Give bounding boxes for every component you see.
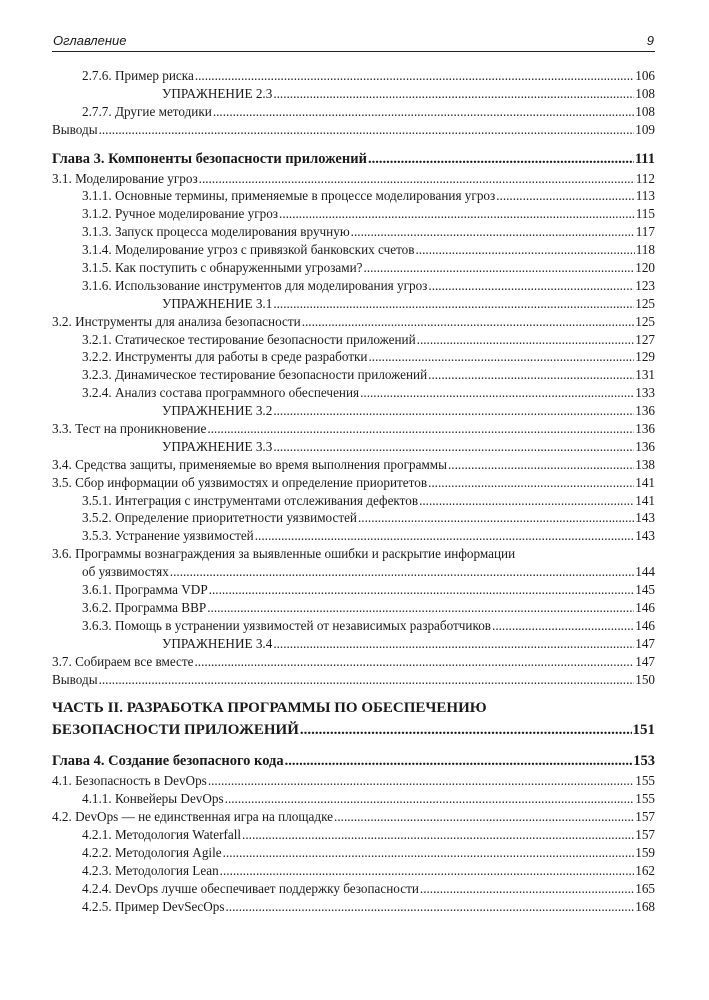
toc-leader bbox=[195, 67, 634, 85]
toc-leader bbox=[273, 402, 634, 420]
running-header bbox=[52, 33, 655, 52]
toc-label: 3.1.5. Как поступить с обнаруженными угрозами? bbox=[82, 260, 363, 276]
toc-label: 4.1. Безопасность в DevOps bbox=[52, 773, 207, 789]
toc-entry bbox=[52, 474, 655, 492]
toc-entry bbox=[52, 187, 655, 205]
toc-page: 120 bbox=[635, 260, 655, 276]
toc-chapter-entry bbox=[52, 148, 655, 170]
toc-page: 113 bbox=[635, 188, 655, 204]
toc-leader bbox=[419, 492, 634, 510]
toc-entry bbox=[52, 492, 655, 510]
toc-page: 129 bbox=[635, 349, 655, 365]
toc-entry bbox=[52, 581, 655, 599]
toc-leader bbox=[364, 259, 635, 277]
toc-label: 3.2.4. Анализ состава программного обеспечения bbox=[82, 385, 360, 401]
toc-page: 146 bbox=[635, 617, 655, 633]
toc-leader bbox=[208, 772, 634, 790]
toc-leader bbox=[496, 187, 634, 205]
toc-entry bbox=[52, 509, 655, 527]
toc-page: 115 bbox=[635, 206, 655, 222]
toc-label: 3.2.2. Инструменты для работы в среде разработки bbox=[82, 349, 368, 365]
toc-leader bbox=[358, 509, 634, 527]
toc-label: 4.2.5. Пример DevSecOps bbox=[82, 898, 225, 914]
toc-entry bbox=[52, 599, 655, 617]
toc-entry bbox=[52, 348, 655, 366]
toc-label: 3.6.2. Программа BBP bbox=[82, 599, 207, 615]
toc-leader bbox=[209, 581, 635, 599]
toc-label: 3.2.1. Статическое тестирование безопасности приложений bbox=[82, 331, 416, 347]
toc-label: 3.2.3. Динамическое тестирование безопасности приложений bbox=[82, 367, 428, 383]
toc-entry bbox=[52, 85, 655, 103]
toc-label: 4.2.4. DevOps лучше обеспечивает поддержку безопасности bbox=[82, 880, 419, 896]
toc-leader bbox=[273, 635, 634, 653]
toc-page: 136 bbox=[635, 438, 655, 454]
toc-page: 147 bbox=[635, 635, 655, 651]
toc-label: 3.5.1. Интеграция с инструментами отслеживания дефектов bbox=[82, 492, 419, 508]
toc-label: 2.7.7. Другие методики bbox=[82, 103, 212, 119]
toc-entry bbox=[52, 402, 655, 420]
toc-entry bbox=[52, 880, 655, 898]
toc-leader bbox=[360, 384, 634, 402]
toc-leader bbox=[448, 456, 634, 474]
toc-page: 165 bbox=[635, 880, 655, 896]
toc-leader bbox=[223, 844, 635, 862]
toc-label: 3.6.3. Помощь в устранении уязвимостей от независимых разработчиков bbox=[82, 617, 492, 633]
toc-leader bbox=[428, 474, 634, 492]
toc-entry bbox=[52, 277, 655, 295]
toc-entry bbox=[52, 170, 655, 188]
toc-page: 159 bbox=[635, 844, 655, 860]
toc-leader bbox=[300, 719, 632, 741]
toc-leader bbox=[273, 438, 634, 456]
toc-part-entry bbox=[52, 719, 655, 741]
toc-leader bbox=[242, 826, 634, 844]
toc-leader bbox=[351, 223, 635, 241]
toc-page: 151 bbox=[632, 722, 655, 739]
toc-entry bbox=[52, 653, 655, 671]
toc-page: 133 bbox=[635, 385, 655, 401]
toc-entry bbox=[52, 844, 655, 862]
toc-leader bbox=[99, 121, 635, 139]
header-title: Оглавление bbox=[53, 33, 127, 48]
toc-label: ЧАСТЬ II. РАЗРАБОТКА ПРОГРАММЫ ПО ОБЕСПЕЧЕНИЮ bbox=[52, 700, 487, 717]
toc-page: 144 bbox=[635, 564, 655, 580]
toc-entry bbox=[52, 331, 655, 349]
toc-label: Глава 4. Создание безопасного кода bbox=[52, 753, 284, 770]
toc-entry bbox=[52, 438, 655, 456]
toc-label: 3.1.3. Запуск процесса моделирования вручную bbox=[82, 224, 350, 240]
toc-page: 141 bbox=[635, 492, 655, 508]
toc-label: 4.2. DevOps — не единственная игра на площадке bbox=[52, 809, 334, 825]
toc-entry bbox=[52, 527, 655, 545]
spacer bbox=[52, 139, 655, 148]
toc-leader bbox=[99, 671, 635, 689]
toc-label: 2.7.6. Пример риска bbox=[82, 68, 194, 83]
toc-page: 155 bbox=[635, 773, 655, 789]
toc-entry bbox=[52, 617, 655, 635]
toc-entry bbox=[52, 241, 655, 259]
toc-leader bbox=[416, 241, 635, 259]
toc-leader bbox=[207, 599, 634, 617]
toc-entry bbox=[52, 103, 655, 121]
toc-page: 118 bbox=[635, 242, 655, 258]
table-of-contents bbox=[52, 67, 655, 916]
toc-page: 145 bbox=[635, 582, 655, 598]
toc-leader bbox=[255, 527, 634, 545]
spacer bbox=[52, 741, 655, 750]
toc-page: 127 bbox=[635, 331, 655, 347]
toc-entry bbox=[52, 772, 655, 790]
toc-entry bbox=[52, 808, 655, 826]
toc-page: 153 bbox=[633, 753, 655, 770]
toc-entry bbox=[52, 862, 655, 880]
toc-leader bbox=[368, 148, 634, 170]
toc-entry-first-line bbox=[52, 545, 655, 563]
toc-page: 112 bbox=[635, 170, 655, 186]
header-page-number: 9 bbox=[646, 33, 654, 48]
toc-label: 3.1. Моделирование угроз bbox=[52, 170, 198, 186]
toc-page: 108 bbox=[635, 103, 655, 119]
toc-page: 125 bbox=[635, 295, 655, 311]
toc-label: УПРАЖНЕНИЕ 3.1 bbox=[162, 295, 273, 311]
toc-label: 3.4. Средства защиты, применяемые во время выполнения программы bbox=[52, 456, 447, 472]
toc-leader bbox=[213, 103, 634, 121]
toc-label: 3.6. Программы вознаграждения за выявленные ошибки и раскрытие информации bbox=[52, 546, 516, 562]
toc-page: 146 bbox=[635, 599, 655, 615]
toc-page: 131 bbox=[635, 367, 655, 383]
toc-entry bbox=[52, 898, 655, 916]
toc-leader bbox=[492, 617, 634, 635]
toc-leader bbox=[225, 790, 635, 808]
toc-page: 111 bbox=[634, 150, 655, 167]
toc-label: Выводы bbox=[52, 671, 98, 687]
toc-part-title-line bbox=[52, 697, 655, 719]
toc-page: 155 bbox=[635, 791, 655, 807]
toc-page: 150 bbox=[635, 671, 655, 687]
toc-page: 109 bbox=[635, 121, 655, 137]
toc-entry bbox=[52, 384, 655, 402]
toc-page: 123 bbox=[635, 277, 655, 293]
toc-label: 4.2.3. Методология Lean bbox=[82, 862, 219, 878]
toc-label: 4.2.1. Методология Waterfall bbox=[82, 827, 242, 843]
toc-entry bbox=[52, 205, 655, 223]
toc-page: 108 bbox=[635, 85, 655, 101]
toc-label: 3.1.1. Основные термины, применяемые в процессе моделирования угроз bbox=[82, 188, 496, 204]
toc-leader bbox=[273, 85, 634, 103]
toc-page: 141 bbox=[635, 474, 655, 490]
toc-entry bbox=[52, 366, 655, 384]
toc-leader bbox=[279, 205, 635, 223]
toc-chapter-entry bbox=[52, 750, 655, 772]
toc-label: 3.5.3. Устранение уязвимостей bbox=[82, 528, 254, 544]
spacer bbox=[52, 688, 655, 697]
toc-label: Глава 3. Компоненты безопасности приложений bbox=[52, 150, 367, 167]
toc-label: Выводы bbox=[52, 121, 98, 137]
toc-entry bbox=[52, 671, 655, 689]
toc-leader bbox=[220, 862, 635, 880]
toc-page: 136 bbox=[635, 421, 655, 437]
toc-entry bbox=[52, 790, 655, 808]
toc-page: 162 bbox=[635, 862, 655, 878]
toc-page: 117 bbox=[635, 224, 655, 240]
toc-label: 3.7. Собираем все вместе bbox=[52, 653, 194, 669]
toc-entry bbox=[52, 67, 655, 85]
toc-label: об уязвимостях bbox=[82, 564, 169, 580]
toc-entry bbox=[52, 121, 655, 139]
toc-entry bbox=[52, 259, 655, 277]
toc-leader bbox=[273, 295, 634, 313]
toc-label: УПРАЖНЕНИЕ 3.2 bbox=[162, 403, 273, 419]
toc-leader bbox=[199, 170, 635, 188]
toc-page: 143 bbox=[635, 528, 655, 544]
toc-entry bbox=[52, 826, 655, 844]
toc-page: 136 bbox=[635, 403, 655, 419]
toc-leader bbox=[417, 331, 635, 349]
toc-label: 3.5. Сбор информации об уязвимостях и определение приоритетов bbox=[52, 474, 428, 490]
toc-leader bbox=[368, 348, 634, 366]
toc-entry bbox=[52, 635, 655, 653]
toc-leader bbox=[285, 750, 633, 772]
toc-leader bbox=[170, 563, 634, 581]
toc-page: 168 bbox=[635, 898, 655, 914]
toc-label: УПРАЖНЕНИЕ 3.4 bbox=[162, 635, 273, 651]
toc-label: 3.1.6. Использование инструментов для моделирования угроз bbox=[82, 277, 428, 293]
toc-leader bbox=[207, 420, 634, 438]
toc-page: 157 bbox=[635, 809, 655, 825]
toc-leader bbox=[428, 366, 634, 384]
toc-entry bbox=[52, 223, 655, 241]
toc-page: 147 bbox=[635, 653, 655, 669]
toc-label: 4.1.1. Конвейеры DevOps bbox=[82, 791, 224, 807]
toc-label: 3.5.2. Определение приоритетности уязвимостей bbox=[82, 510, 357, 526]
toc-label: 3.6.1. Программа VDP bbox=[82, 582, 208, 598]
toc-label: 3.2. Инструменты для анализа безопасности bbox=[52, 313, 301, 329]
toc-label: 3.1.2. Ручное моделирование угроз bbox=[82, 206, 279, 222]
toc-leader bbox=[195, 653, 635, 671]
toc-entry bbox=[52, 456, 655, 474]
toc-leader bbox=[302, 313, 635, 331]
toc-page: 138 bbox=[635, 456, 655, 472]
toc-entry bbox=[52, 313, 655, 331]
toc-page: 143 bbox=[635, 510, 655, 526]
toc-label: БЕЗОПАСНОСТИ ПРИЛОЖЕНИЙ bbox=[52, 722, 299, 739]
toc-leader bbox=[428, 277, 634, 295]
toc-page: 157 bbox=[635, 827, 655, 843]
toc-entry bbox=[52, 563, 655, 581]
toc-leader bbox=[420, 880, 634, 898]
toc-entry bbox=[52, 420, 655, 438]
toc-label: 3.3. Тест на проникновение bbox=[52, 421, 207, 437]
toc-label: 3.1.4. Моделирование угроз с привязкой банковских счетов bbox=[82, 242, 415, 258]
toc-leader bbox=[334, 808, 634, 826]
toc-leader bbox=[226, 898, 635, 916]
toc-label: УПРАЖНЕНИЕ 3.3 bbox=[162, 438, 273, 454]
toc-page: 125 bbox=[635, 313, 655, 329]
toc-entry bbox=[52, 295, 655, 313]
toc-page: 106 bbox=[635, 68, 655, 83]
toc-label: 4.2.2. Методология Agile bbox=[82, 844, 222, 860]
toc-label: УПРАЖНЕНИЕ 2.3 bbox=[162, 85, 273, 101]
